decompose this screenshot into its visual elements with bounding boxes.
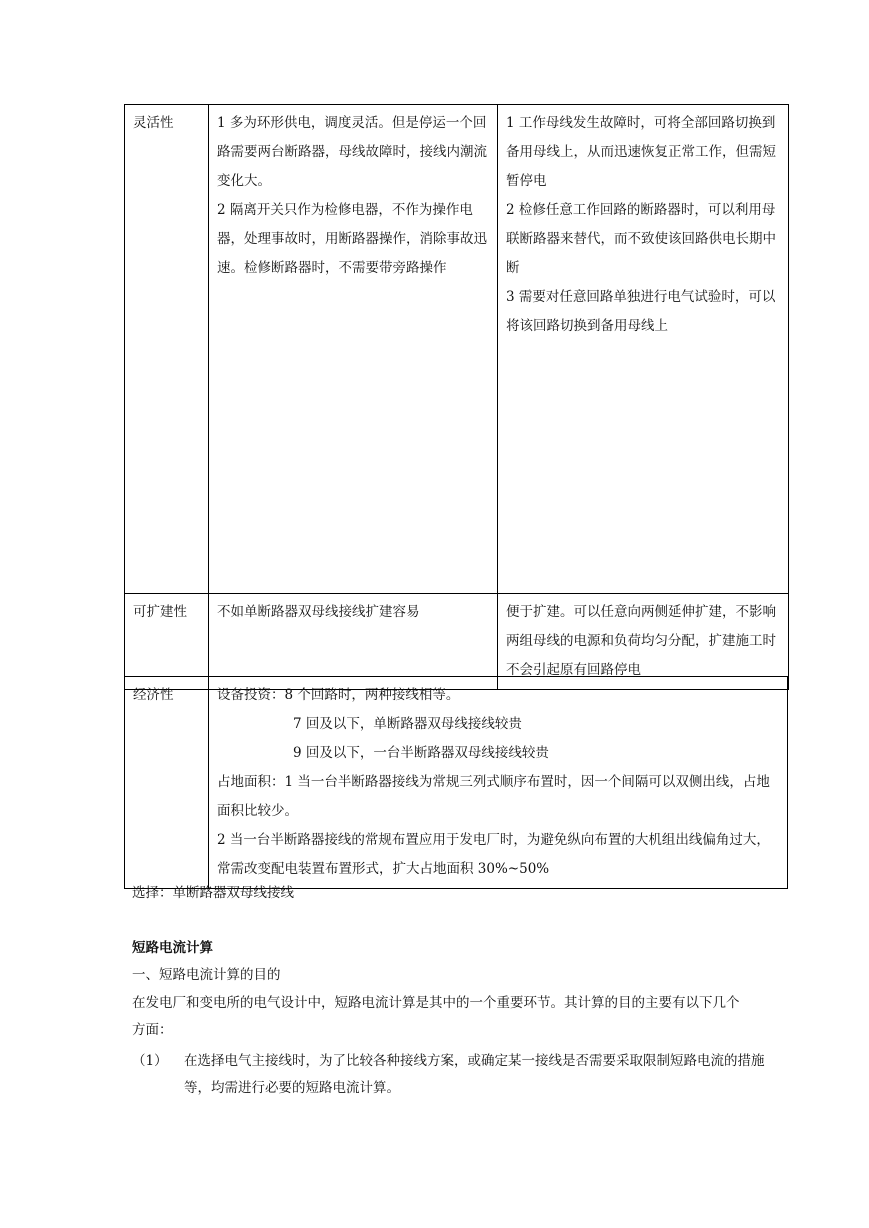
intro-paragraph: 在发电厂和变电所的电气设计中，短路电流计算是其中的一个重要环节。其计算的目的主要有以下几个方面： (132, 995, 740, 1038)
flexibility-label: 灵活性 (125, 105, 209, 594)
economy-line-2: 7 回及以下，单断路器双母线接线较贵 (293, 716, 522, 732)
economy-line-1: 设备投资：8 个回路时，两种接线相等。 (217, 687, 460, 703)
expandability-label: 可扩建性 (125, 594, 209, 690)
flexibility-col3-p1: 1 工作母线发生故障时，可将全部回路切换到备用母线上，从而迅速恢复正常工作，但需短暂停电 (506, 115, 776, 189)
section-title: 短路电流计算 (132, 940, 213, 956)
flexibility-col2-p2: 2 隔离开关只作为检修电器，不作为操作电器，处理事故时，用断路器操作，消除事故迅速。检修断路器时，不需要带旁路操作 (217, 202, 487, 276)
economy-line-3: 9 回及以下，一台半断路器双母线接线较贵 (293, 745, 549, 761)
expandability-col3: 便于扩建。可以任意向两侧延伸扩建，不影响两组母线的电源和负荷均匀分配，扩建施工时不会引起原有回路停电 (498, 594, 789, 690)
choice-text: 选择：单断路器双母线接线 (132, 885, 294, 901)
economy-table (124, 676, 788, 889)
flexibility-breaker-half (209, 105, 498, 594)
list-item-number: （1） (132, 1053, 168, 1069)
table-row-economy (125, 677, 788, 889)
list-item-1 (132, 1048, 772, 1102)
economy-content (209, 677, 788, 889)
economy-label: 经济性 (125, 677, 209, 889)
expandability-col2: 不如单断路器双母线接线扩建容易 (209, 594, 498, 690)
flexibility-double-bus (498, 105, 789, 594)
economy-line-4: 占地面积：1 当一台半断路器接线为常规三列式顺序布置时，因一个间隔可以双侧出线，占地面积比较少。 (217, 774, 770, 819)
flexibility-col3-p2: 2 检修任意工作回路的断路器时，可以利用母联断路器来替代，而不致使该回路供电长期中断 (506, 202, 776, 276)
list-item-text: 在选择电气主接线时，为了比较各种接线方案，或确定某一接线是否需要采取限制短路电流的措施等，均需进行必要的短路电流计算。 (184, 1053, 765, 1096)
flexibility-col3-p3: 3 需要对任意回路单独进行电气试验时，可以将该回路切换到备用母线上 (506, 289, 776, 334)
comparison-table (124, 104, 789, 690)
flexibility-col2-p1: 1 多为环形供电，调度灵活。但是停运一个回路需要两台断路器，母线故障时，接线内潮流变化大。 (217, 115, 487, 189)
economy-line-5: 2 当一台半断路器接线的常规布置应用于发电厂时，为避免纵向布置的大机组出线偏角过大，常需改变配电装置布置形式，扩大占地面积 30%~50% (217, 832, 770, 877)
subsection-title: 一、短路电流计算的目的 (132, 967, 281, 983)
table-row-flexibility (125, 105, 789, 594)
